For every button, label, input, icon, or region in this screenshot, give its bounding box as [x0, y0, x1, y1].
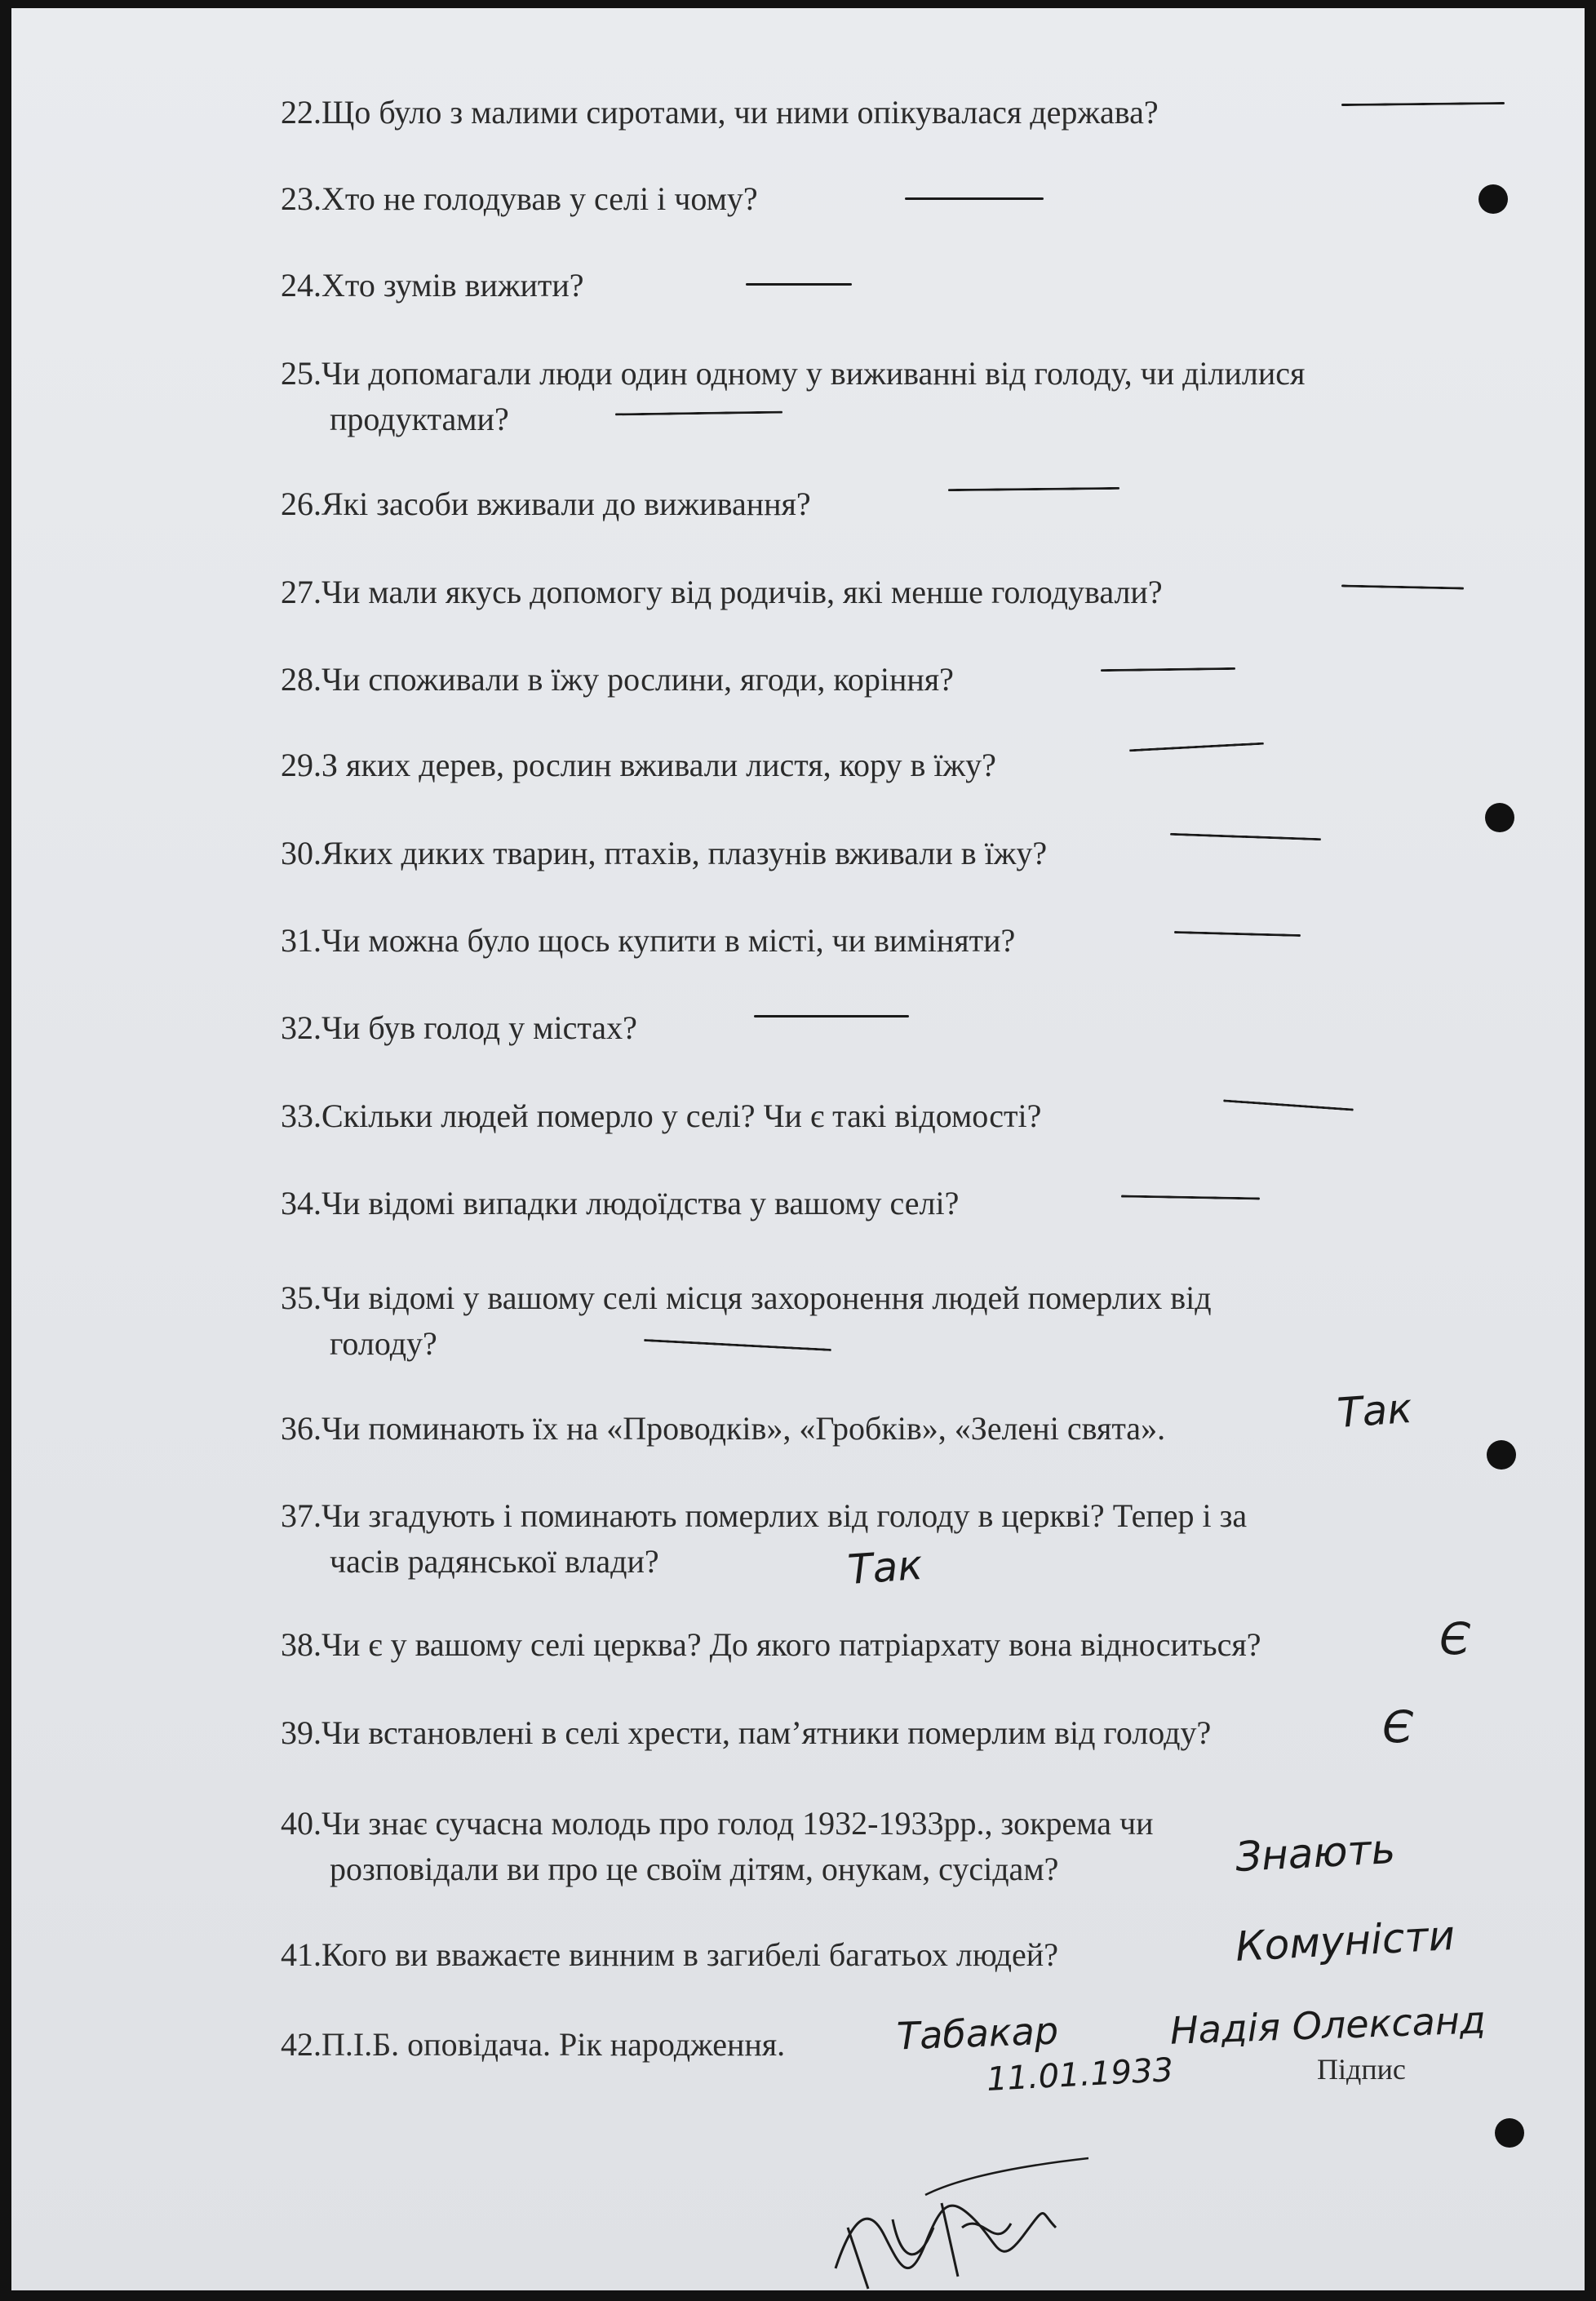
- answer-42-birthdate: 11.01.1933: [985, 2051, 1175, 2099]
- question-36: [281, 1406, 1165, 1452]
- question-text: 30.Яких диких тварин, птахів, плазунів вживали в їжу?: [281, 835, 1048, 871]
- question-text: 38.Чи є у вашому селі церква? До якого патріархату вона відноситься?: [281, 1626, 1261, 1663]
- question-22: [281, 90, 1159, 135]
- answer-dash-28: [1101, 667, 1235, 672]
- answer-dash-29: [1129, 743, 1264, 752]
- question-30: [281, 831, 1047, 876]
- question-text: 24.Хто зумів вижити?: [281, 267, 584, 304]
- question-text: 39.Чи встановлені в селі хрести, пам’ятники померлим від голоду?: [281, 1714, 1212, 1751]
- question-text: 41.Кого ви вважаєте винним в загибелі багатьох людей?: [281, 1936, 1058, 1973]
- question-continuation: голоду?: [330, 1325, 437, 1362]
- answer-dash-22: [1341, 102, 1505, 106]
- answer-42-name: Надія Олександ: [1169, 1997, 1487, 2053]
- answer-dash-23: [905, 197, 1044, 200]
- question-26: [281, 481, 811, 527]
- answer-dash-26: [948, 487, 1119, 491]
- answer-dash-31: [1174, 931, 1301, 937]
- question-25: [281, 351, 1306, 437]
- question-continuation: продуктами?: [330, 401, 509, 437]
- binder-hole: [1487, 1440, 1516, 1470]
- question-text: 23.Хто не голодував у селі і чому?: [281, 180, 758, 217]
- question-text: 29.З яких дерев, рослин вживали листя, кору в їжу?: [281, 747, 996, 783]
- question-text: 31.Чи можна було щось купити в місті, чи виміняти?: [281, 922, 1016, 959]
- answer-dash-33: [1223, 1099, 1354, 1111]
- question-text: 36.Чи поминають їх на «Проводків», «Гробків», «Зелені свята».: [281, 1410, 1166, 1447]
- handwritten-signature: [819, 2146, 1097, 2301]
- question-text: 32.Чи був голод у містах?: [281, 1009, 637, 1046]
- answer-dash-32: [754, 1015, 909, 1017]
- question-28: [281, 657, 954, 703]
- binder-hole: [1495, 2118, 1524, 2148]
- answer-36: Так: [1336, 1384, 1414, 1438]
- answer-dash-25: [615, 411, 782, 416]
- answer-dash-30: [1170, 833, 1321, 840]
- question-29: [281, 743, 996, 788]
- question-38: [281, 1622, 1261, 1668]
- question-text: 26.Які засоби вживали до виживання?: [281, 485, 811, 522]
- question-34: [281, 1181, 959, 1226]
- question-31: [281, 918, 1015, 964]
- question-text: 33.Скільки людей померло у селі? Чи є такі відомості?: [281, 1097, 1042, 1134]
- question-33: [281, 1093, 1041, 1139]
- answer-42-surname: Табакар: [896, 2008, 1059, 2059]
- question-text: 22.Що було з малими сиротами, чи ними опікувалася держава?: [281, 94, 1159, 131]
- question-41: [281, 1932, 1058, 1978]
- question-text: 37.Чи згадують і поминають померлих від голоду в церкві? Тепер і за: [281, 1497, 1248, 1534]
- binder-hole: [1479, 184, 1508, 214]
- question-text: 35.Чи відомі у вашому селі місця захоронення людей померлих від: [281, 1279, 1212, 1316]
- answer-38: Є: [1439, 1613, 1470, 1665]
- answer-dash-35: [644, 1339, 831, 1351]
- binder-hole: [1485, 803, 1514, 832]
- answer-41: Комуністи: [1234, 1911, 1456, 1971]
- answer-dash-34: [1121, 1195, 1260, 1200]
- question-32: [281, 1005, 637, 1051]
- question-27: [281, 570, 1163, 615]
- answer-dash-24: [746, 283, 852, 286]
- answer-37: Так: [846, 1541, 924, 1594]
- question-text: 27.Чи мали якусь допомогу від родичів, які менше голодували?: [281, 574, 1163, 610]
- answer-dash-27: [1341, 584, 1464, 589]
- question-23: [281, 176, 758, 222]
- question-text: 40.Чи знає сучасна молодь про голод 1932-1933рр., зокрема чи: [281, 1805, 1154, 1842]
- question-24: [281, 263, 584, 308]
- question-continuation: розповідали ви про це своїм дітям, онукам, сусідам?: [330, 1851, 1059, 1887]
- question-40: [281, 1801, 1154, 1887]
- question-text: 42.П.І.Б. оповідача. Рік народження.: [281, 2026, 786, 2063]
- signature-label: Підпис: [1317, 2053, 1406, 2086]
- questionnaire-page: [11, 8, 1585, 2290]
- answer-40: Знають: [1234, 1824, 1397, 1882]
- question-text: 28.Чи споживали в їжу рослини, ягоди, коріння?: [281, 661, 954, 698]
- answer-39: Є: [1382, 1701, 1413, 1753]
- question-continuation: часів радянської влади?: [330, 1543, 659, 1580]
- question-text: 34.Чи відомі випадки людоїдства у вашому селі?: [281, 1185, 960, 1221]
- question-42: [281, 2022, 785, 2068]
- question-39: [281, 1710, 1211, 1756]
- question-35: [281, 1275, 1212, 1362]
- question-text: 25.Чи допомагали люди один одному у виживанні від голоду, чи ділилися: [281, 355, 1306, 392]
